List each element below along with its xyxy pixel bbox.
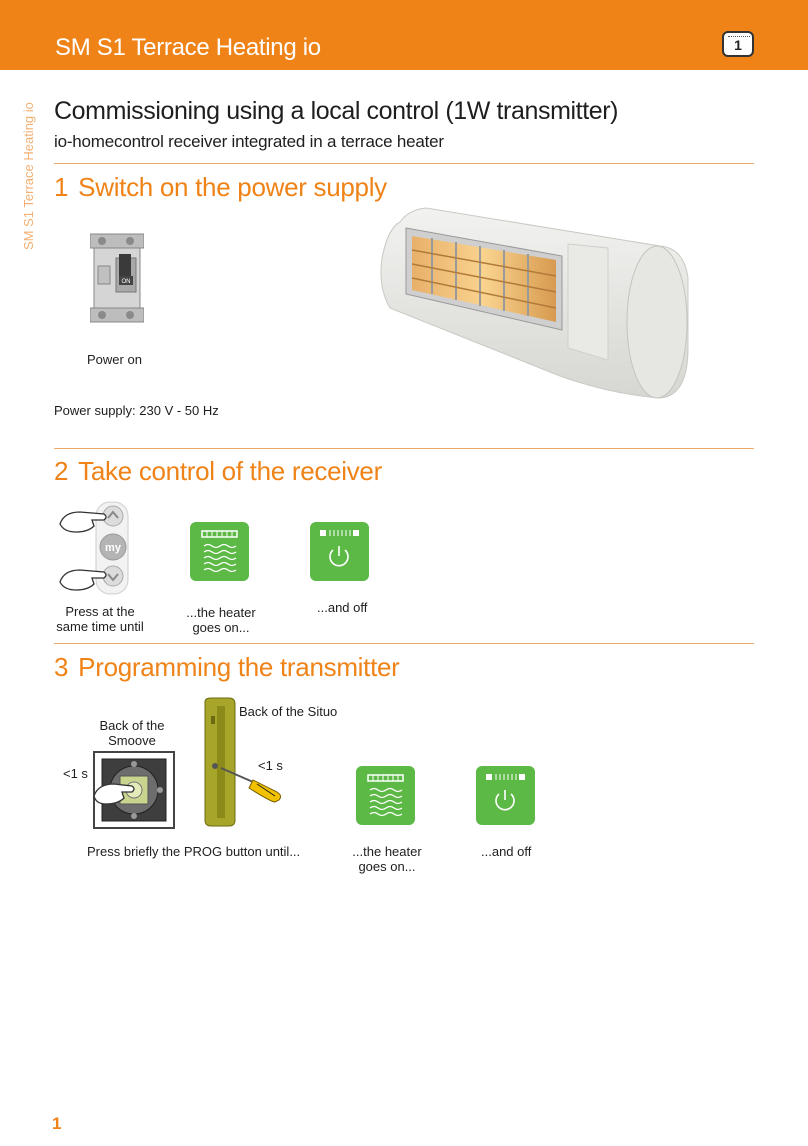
header-bar: [0, 0, 808, 70]
divider: [54, 643, 754, 644]
caption-power-on: Power on: [87, 352, 142, 367]
switch-on-label: ON: [121, 279, 131, 285]
caption-power-supply: Power supply: 230 V - 50 Hz: [54, 403, 219, 418]
caption-and-off: ...and off: [317, 600, 368, 615]
page-subtitle: io-homecontrol receiver integrated in a terrace heater: [54, 132, 444, 151]
caption-press-prog: Press briefly the PROG button until...: [87, 844, 301, 859]
power-icon: [310, 522, 369, 581]
caption-line: ...the heater: [186, 605, 256, 620]
time-situo: <1 s: [258, 758, 283, 773]
circuit-breaker-image: [90, 232, 144, 324]
page-number: 1: [52, 1114, 62, 1133]
heater-off-indicator: [476, 766, 535, 825]
caption-back-of-situo: Back of the Situo: [239, 704, 338, 719]
section-2-title: Take control of the receiver: [78, 456, 382, 486]
section-3-title: Programming the transmitter: [78, 652, 400, 682]
badge-dotted-line: [728, 36, 750, 37]
caption-heater-goes-on: [176, 605, 266, 635]
section-2-number: 2: [54, 456, 69, 486]
page-badge: [722, 31, 754, 57]
terrace-heater-image: [370, 198, 696, 400]
section-3-number: 3: [54, 652, 69, 682]
caption-line: goes on...: [192, 620, 250, 635]
caption-line: Press at the: [65, 604, 135, 619]
section-3-heading: [54, 652, 400, 683]
my-button-label: my: [105, 542, 121, 554]
heater-on-indicator: [190, 522, 249, 581]
page-title: Commissioning using a local control (1W transmitter): [54, 97, 619, 125]
section-1-title: Switch on the power supply: [78, 172, 387, 202]
heater-off-indicator: [310, 522, 369, 581]
time-smoove: <1 s: [63, 766, 88, 781]
heater-waves-icon: [356, 766, 415, 825]
divider: [54, 163, 754, 164]
heater-waves-icon: [190, 522, 249, 581]
power-icon: [476, 766, 535, 825]
section-1-number: 1: [54, 172, 69, 202]
caption-line: Back of the: [99, 718, 165, 733]
side-label: SM S1 Terrace Heating io: [21, 102, 36, 250]
caption-line: goes on...: [358, 859, 416, 874]
divider: [54, 448, 754, 449]
remote-buttons-image: [58, 500, 134, 596]
caption-press-same-time: [54, 604, 146, 634]
caption-line: Smoove: [108, 733, 156, 748]
page-badge-number: 1: [734, 37, 742, 53]
caption-and-off: ...and off: [481, 844, 532, 859]
smoove-back-image: [92, 750, 176, 830]
section-1-heading: [54, 172, 387, 203]
caption-line: same time until: [56, 619, 144, 634]
caption-back-of-smoove: [92, 718, 172, 748]
caption-line: ...the heater: [352, 844, 422, 859]
caption-heater-goes-on: [342, 844, 432, 874]
heater-on-indicator: [356, 766, 415, 825]
document-title: SM S1 Terrace Heating io: [55, 34, 321, 61]
section-2-heading: [54, 456, 382, 487]
